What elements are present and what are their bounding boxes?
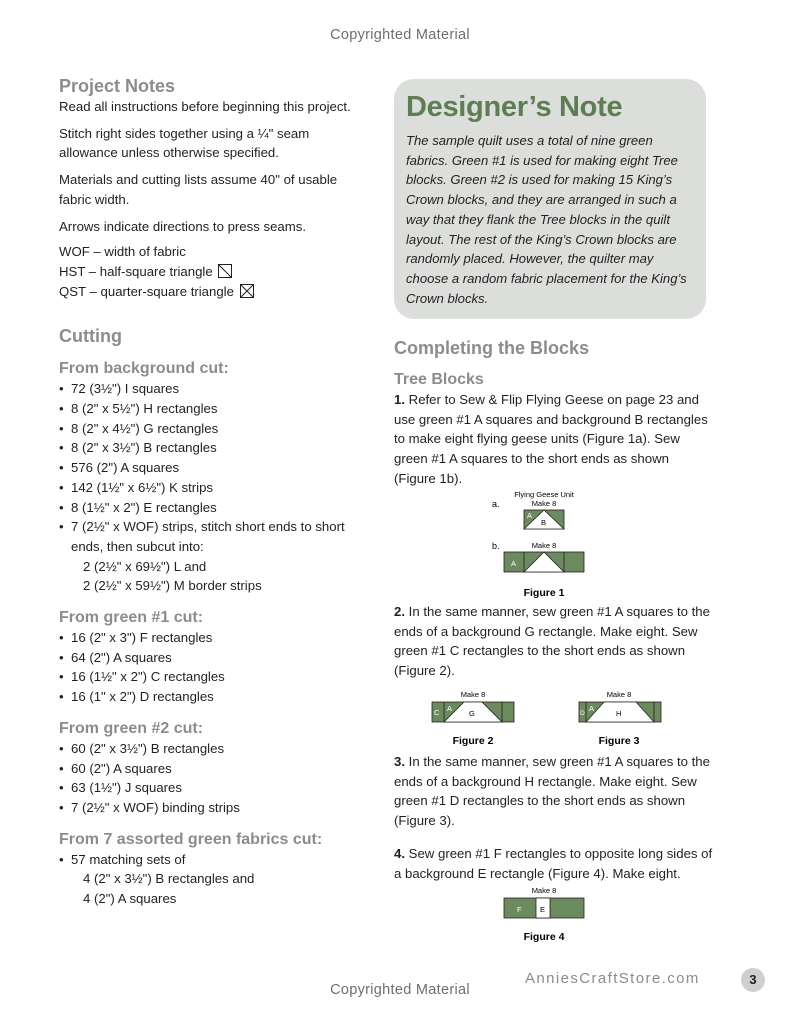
note-paragraph: Materials and cutting lists assume 40" of usable fabric width.: [59, 172, 338, 207]
designers-note-heading: Designer’s Note: [406, 91, 623, 123]
step-2: [394, 602, 714, 681]
assorted-cut-list: [59, 850, 369, 870]
step-1: [394, 390, 714, 489]
note-paragraph: Arrows indicate directions to press seams.: [59, 218, 306, 234]
list-item: • 7 (2½" x WOF) binding strips: [59, 798, 369, 818]
note-paragraph: Read all instructions before beginning this project.: [59, 99, 351, 114]
sub-list-item: 2 (2½" x 69½") L and: [83, 558, 207, 574]
completing-heading: Completing the Blocks: [394, 338, 590, 358]
green2-cut-heading: From green #2 cut:: [59, 719, 204, 737]
figure-4-make: Make 8: [531, 886, 557, 895]
abbr-hst: [59, 262, 369, 282]
figure-4-E-label: E: [540, 905, 546, 914]
figure-1-title: Flying Geese Unit: [514, 490, 574, 499]
note-paragraph: Stitch right sides together using a ¼" seam allowance unless otherwise specified.: [59, 125, 310, 161]
flying-geese-unit: [524, 510, 564, 529]
list-item: • 16 (1" x 2") D rectangles: [59, 687, 369, 707]
step-3-block: [394, 752, 714, 831]
project-notes-heading: Project Notes: [59, 76, 176, 96]
list-item: • 8 (2" x 4½") G rectangles: [59, 419, 369, 439]
step-number: 1.: [394, 392, 405, 407]
designers-note-box: [394, 79, 706, 319]
figure-1-B-label: B: [541, 518, 547, 527]
figure-3-caption: Figure 3: [598, 735, 640, 747]
figure-3: [576, 688, 666, 750]
figure-2-caption: Figure 2: [452, 735, 494, 747]
figure-4-unit: [504, 898, 584, 918]
abbr-qst-label: QST – quarter-square triangle: [59, 283, 234, 299]
figure-2-unit: [432, 702, 514, 722]
list-item: • 8 (2" x 3½") B rectangles: [59, 438, 369, 458]
left-column: [59, 75, 369, 909]
abbr-wof: WOF – width of fabric: [59, 244, 186, 260]
copyright-top: Copyrighted Material: [330, 27, 470, 43]
step-number: 2.: [394, 604, 405, 619]
cutting-heading: Cutting: [59, 326, 122, 347]
step-text: Sew green #1 F rectangles to opposite long sides of a background E rectangle (Figure 4). Make eight.: [394, 846, 713, 881]
background-cut-heading: From background cut:: [59, 360, 229, 378]
list-item: • 7 (2½" x WOF) strips, stitch short ends to short ends, then subcut into:: [59, 517, 369, 556]
list-item: • 576 (2") A squares: [59, 458, 369, 478]
qst-icon: [240, 284, 254, 298]
completing-section: [394, 337, 714, 489]
list-item: • 60 (2" x 3½") B rectangles: [59, 739, 369, 759]
list-item: • 8 (2" x 5½") H rectangles: [59, 399, 369, 419]
green2-cut-list: [59, 739, 369, 818]
figure-3-A-label: A: [589, 704, 595, 713]
sub-list-item: 4 (2") A squares: [83, 891, 177, 907]
figure-1-A-label: A: [527, 511, 533, 520]
copyright-bottom: Copyrighted Material: [330, 982, 470, 998]
step-number: 3.: [394, 754, 405, 769]
tree-blocks-heading: Tree Blocks: [394, 371, 484, 388]
designers-note-body: The sample quilt uses a total of nine green fabrics. Green #1 is used for making eight Tree blocks. Green #2 is used for making 15 King’s Crown blocks, and they are arranged in such a way that they flank the Tree blocks in the quilt layout. The rest of the King’s Crown blocks are randomly placed. However, the quilter may choose a random fabric placement for the King’s Crown blocks.: [406, 133, 687, 306]
flying-geese-strip: [504, 552, 584, 572]
figure-3-unit: [579, 702, 661, 722]
hst-icon: [218, 264, 232, 278]
green1-cut-list: [59, 628, 369, 707]
background-cut-list: [59, 379, 369, 556]
figure-3-D-label: D: [580, 710, 585, 717]
step-4: [394, 844, 714, 883]
figure-2: [430, 688, 520, 750]
figure-3-H-label: H: [616, 709, 622, 718]
step-4-block: [394, 844, 714, 883]
step-2-block: [394, 602, 714, 681]
figure-3-make: Make 8: [606, 690, 632, 699]
figure-2-C-label: C: [434, 708, 440, 717]
figure-1b-A-label: A: [511, 559, 517, 568]
figure-1-label-a: a.: [492, 499, 500, 509]
abbr-hst-label: HST – half-square triangle: [59, 263, 213, 279]
figure-2-A-label: A: [447, 704, 453, 713]
figure-1-label-b: b.: [492, 541, 500, 551]
figure-4-caption: Figure 4: [523, 931, 565, 943]
list-item: • 57 matching sets of: [59, 850, 369, 870]
list-item: • 8 (1½" x 2") E rectangles: [59, 498, 369, 518]
step-text: In the same manner, sew green #1 A squares to the ends of a background H rectangle. Make eight. Sew green #1 D rectangles to the short ends as shown (Figure 3).: [394, 754, 710, 829]
figure-4: [500, 884, 590, 946]
step-text: In the same manner, sew green #1 A squares to the ends of a background G rectangle. Make eight. Sew green #1 C rectangles to the short ends as shown (Figure 2).: [394, 604, 710, 679]
assorted-cut-heading: From 7 assorted green fabrics cut:: [59, 830, 323, 848]
sub-list-item: 4 (2" x 3½") B rectangles and: [83, 871, 255, 887]
list-item: • 63 (1½") J squares: [59, 778, 369, 798]
list-item: • 60 (2") A squares: [59, 759, 369, 779]
figure-4-F-label: F: [517, 905, 522, 914]
figure-1-make-a: Make 8: [531, 499, 557, 508]
list-item: • 72 (3½") I squares: [59, 379, 369, 399]
figure-2-G-label: G: [469, 709, 475, 718]
page-number-badge: 3: [741, 968, 765, 992]
abbreviations: [59, 242, 369, 301]
figure-1-make-b: Make 8: [531, 541, 557, 550]
sub-list-item: 2 (2½" x 59½") M border strips: [83, 578, 262, 594]
footer-website: AnniesCraftStore.com: [525, 970, 700, 987]
list-item: • 142 (1½" x 6½") K strips: [59, 478, 369, 498]
abbr-qst: [59, 282, 369, 302]
figure-1: [480, 488, 610, 600]
list-item: • 16 (1½" x 2") C rectangles: [59, 667, 369, 687]
figure-2-make: Make 8: [460, 690, 486, 699]
list-item: • 64 (2") A squares: [59, 648, 369, 668]
step-number: 4.: [394, 846, 405, 861]
step-text: Refer to Sew & Flip Flying Geese on page 23 and use green #1 A squares and background B rectangles to make eight flying geese units (Figure 1a). Sew green #1 A squares to the short ends as shown (Figure 1b).: [394, 392, 708, 486]
step-3: [394, 752, 714, 831]
list-item: • 16 (2" x 3") F rectangles: [59, 628, 369, 648]
figure-1-caption: Figure 1: [523, 587, 565, 599]
green1-cut-heading: From green #1 cut:: [59, 609, 204, 627]
